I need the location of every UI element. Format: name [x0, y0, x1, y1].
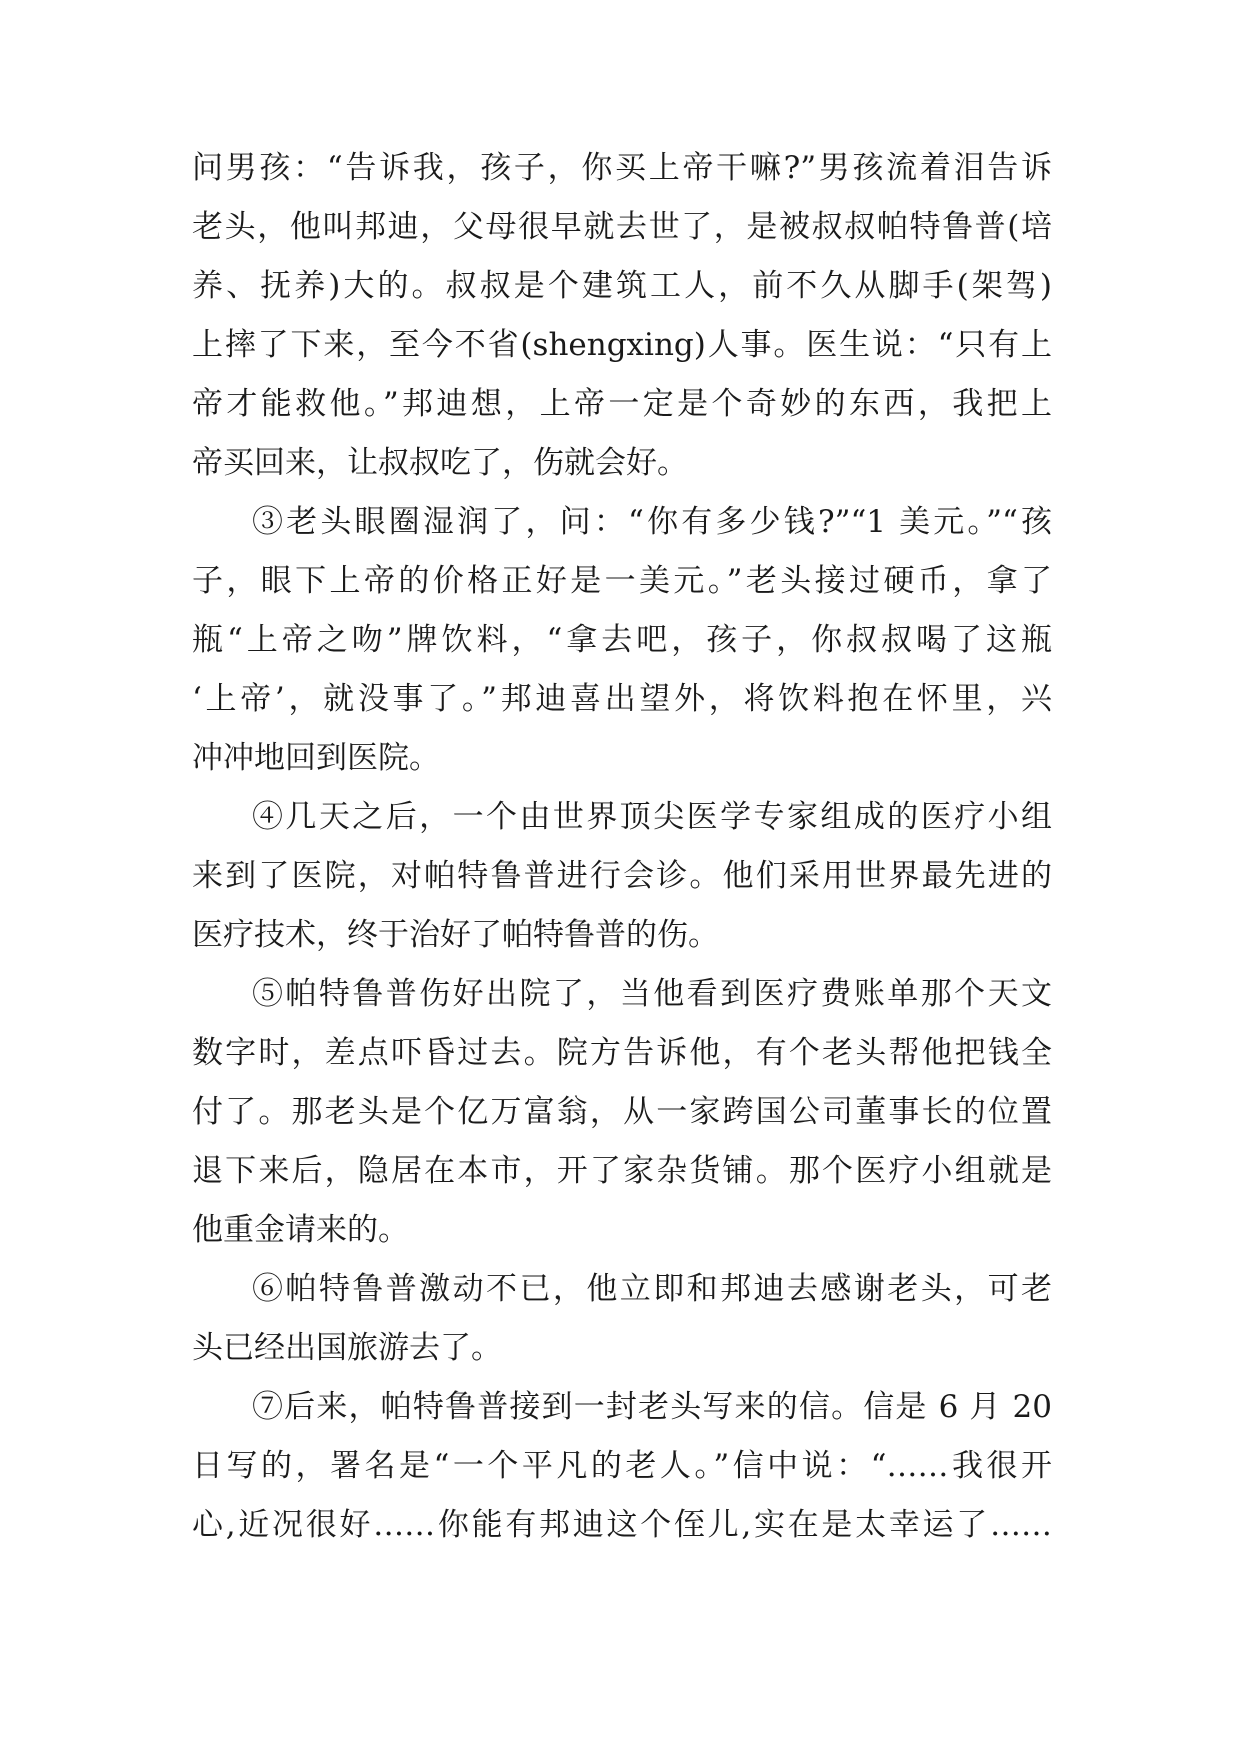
text-line: 帝才能救他。”邦迪想，上帝一定是个奇妙的东西，我把上: [192, 386, 1052, 422]
text-line: ⑦后来，帕特鲁普接到一封老头写来的信。信是 6 月 20: [252, 1389, 1052, 1425]
text-line: 上摔了下来，至今不省(shengxing)人事。医生说：“只有上: [192, 327, 1052, 363]
text-line: 付了。那老头是个亿万富翁，从一家跨国公司董事长的位置: [192, 1094, 1052, 1130]
text-line: 医疗技术，终于治好了帕特鲁普的伤。: [192, 917, 719, 953]
text-line: 帝买回来，让叔叔吃了，伤就会好。: [192, 445, 688, 481]
text-line: 养、抚养)大的。叔叔是个建筑工人，前不久从脚手(架驾): [192, 268, 1052, 304]
text-line: ⑤帕特鲁普伤好出院了，当他看到医疗费账单那个天文: [252, 976, 1052, 1012]
text-line: 子，眼下上帝的价格正好是一美元。”老头接过硬币，拿了: [192, 563, 1052, 599]
document-body: [192, 139, 1052, 1555]
text-line: 心,近况很好……你能有邦迪这个侄儿,实在是太幸运了……: [192, 1507, 1052, 1543]
text-line: 问男孩：“告诉我，孩子，你买上帝干嘛?”男孩流着泪告诉: [192, 150, 1052, 186]
text-line: 瓶“上帝之吻”牌饮料，“拿去吧，孩子，你叔叔喝了这瓶: [192, 622, 1052, 658]
text-line: 日写的，署名是“一个平凡的老人。”信中说：“……我很开: [192, 1448, 1052, 1484]
text-line: 老头，他叫邦迪，父母很早就去世了，是被叔叔帕特鲁普(培: [192, 209, 1052, 245]
text-line: ‘上帝’，就没事了。”邦迪喜出望外，将饮料抱在怀里，兴: [192, 681, 1052, 717]
text-line: 来到了医院，对帕特鲁普进行会诊。他们采用世界最先进的: [192, 858, 1052, 894]
text-line: ③老头眼圈湿润了，问：“你有多少钱?”“1 美元。”“孩: [252, 504, 1052, 540]
text-line: ⑥帕特鲁普激动不已，他立即和邦迪去感谢老头，可老: [252, 1271, 1052, 1307]
text-line: ④几天之后，一个由世界顶尖医学专家组成的医疗小组: [252, 799, 1052, 835]
text-line: 数字时，差点吓昏过去。院方告诉他，有个老头帮他把钱全: [192, 1035, 1052, 1071]
text-line: 退下来后，隐居在本市，开了家杂货铺。那个医疗小组就是: [192, 1153, 1052, 1189]
text-line: 他重金请来的。: [192, 1212, 409, 1248]
text-line: 头已经出国旅游去了。: [192, 1330, 502, 1366]
text-line: 冲冲地回到医院。: [192, 740, 440, 776]
